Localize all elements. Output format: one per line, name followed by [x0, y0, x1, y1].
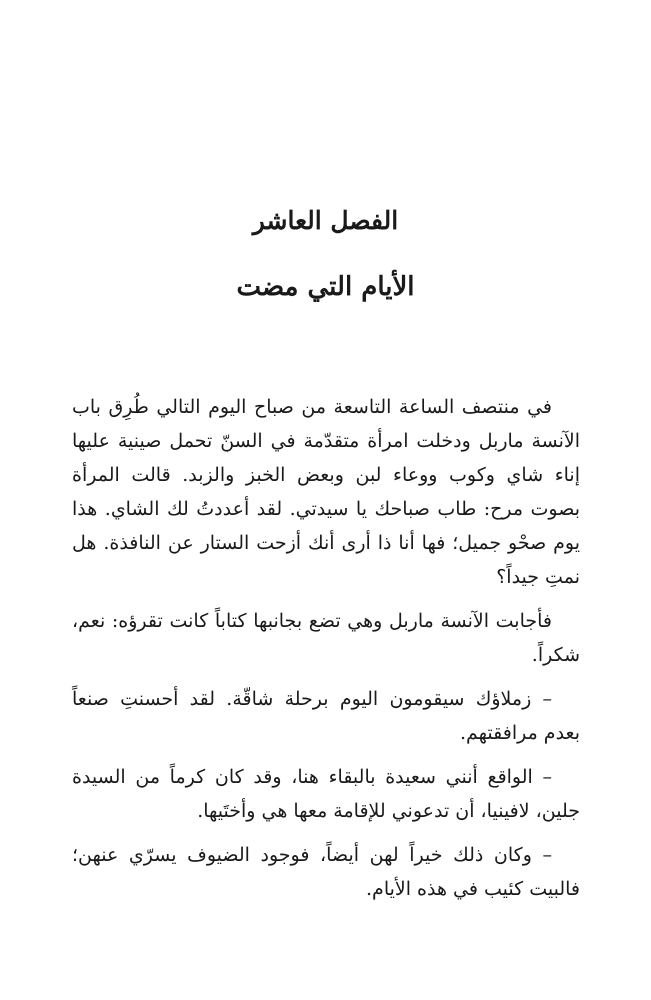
paragraph: في منتصف الساعة التاسعة من صباح اليوم التالي طُرِق باب الآنسة ماربل ودخلت امرأة متقدّمة في السنّ تحمل صينية عليها إناء شاي وكوب ووعاء لبن وبعض الخبز والزبد. قالت المرأة بصوت مرح: طاب صباحك يا سيدتي. لقد أعددتُ لك الشاي. هذا يوم صحْو جميل؛ فها أنا ذا أرى أنك أزحت الستار عن النافذة. هل نمتِ جيداً؟ [72, 396, 580, 588]
chapter-number: الفصل العاشر [252, 206, 399, 235]
dialogue-paragraph: – زملاؤك سيقومون اليوم برحلة شاقّة. لقد أحسنتِ صنعاً بعدم مرافقتهم. [72, 688, 580, 744]
dialogue-paragraph: – الواقع أنني سعيدة بالبقاء هنا، وقد كان كرماً من السيدة جلين، لافينيا، أن تدعوني للإقامة معها هي وأختَيها. [72, 766, 580, 822]
chapter-title: الأيام التي مضت [236, 272, 415, 302]
body-text [72, 390, 580, 916]
dialogue-paragraph: – وكان ذلك خيراً لهن أيضاً، فوجود الضيوف يسرّي عنهن؛ فالبيت كئيب في هذه الأيام. [72, 844, 580, 900]
paragraph: فأجابت الآنسة ماربل وهي تضع بجانبها كتاباً كانت تقرؤه: نعم، شكراً. [72, 610, 580, 666]
